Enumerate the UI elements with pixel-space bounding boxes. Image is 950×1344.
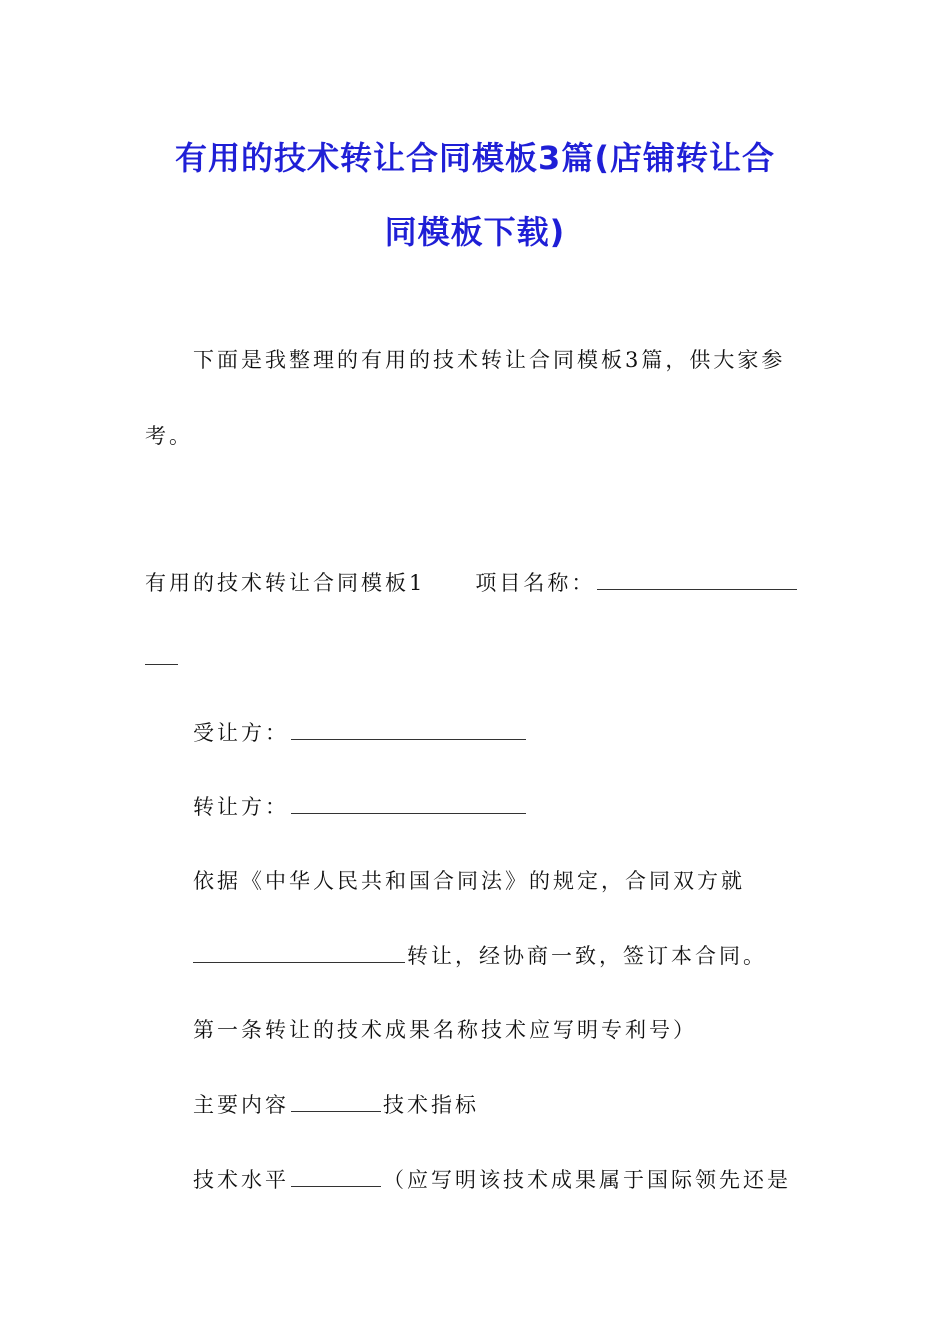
- basis-paragraph-line-2: 转让，经协商一致，签订本合同。: [407, 944, 767, 968]
- intro-paragraph-line-2: 考。: [145, 424, 193, 448]
- assignor-row: [193, 792, 528, 822]
- tech-level-note: （应写明该技术成果属于国际领先还是: [383, 1168, 791, 1192]
- basis-paragraph-line-1: 依据《中华人民共和国合同法》的规定，合同双方就: [193, 869, 745, 893]
- assignee-blank: [291, 719, 526, 740]
- assignee-row: [193, 718, 528, 748]
- main-content-blank: [291, 1091, 381, 1112]
- assignee-label: 受让方：: [193, 721, 289, 745]
- project-name-blank-continued-row: [145, 643, 178, 673]
- document-title-line-1: 有用的技术转让合同模板3篇(店铺转让合: [175, 139, 775, 177]
- project-name-label: 项目名称：: [475, 571, 596, 595]
- transfer-subject-blank: [193, 942, 405, 963]
- document-title-line-2: 同模板下载): [384, 213, 566, 251]
- article-1-heading: 第一条转让的技术成果名称技术应写明专利号）: [193, 1018, 697, 1042]
- tech-level-row: [193, 1165, 791, 1195]
- tech-level-blank: [291, 1166, 381, 1187]
- basis-paragraph-line-2-row: [193, 941, 767, 971]
- assignor-blank: [291, 793, 526, 814]
- template-1-heading: 有用的技术转让合同模板1: [145, 571, 426, 595]
- main-content-label: 主要内容: [193, 1093, 289, 1117]
- tech-index-label: 技术指标: [383, 1093, 479, 1117]
- intro-paragraph-line-1: 下面是我整理的有用的技术转让合同模板3篇，供大家参: [193, 348, 786, 372]
- template-1-heading-row: [145, 568, 799, 598]
- tech-level-label: 技术水平: [193, 1168, 289, 1192]
- project-name-blank: [597, 569, 797, 590]
- project-name-blank-continued: [145, 644, 178, 665]
- main-content-row: [193, 1090, 479, 1120]
- assignor-label: 转让方：: [193, 795, 289, 819]
